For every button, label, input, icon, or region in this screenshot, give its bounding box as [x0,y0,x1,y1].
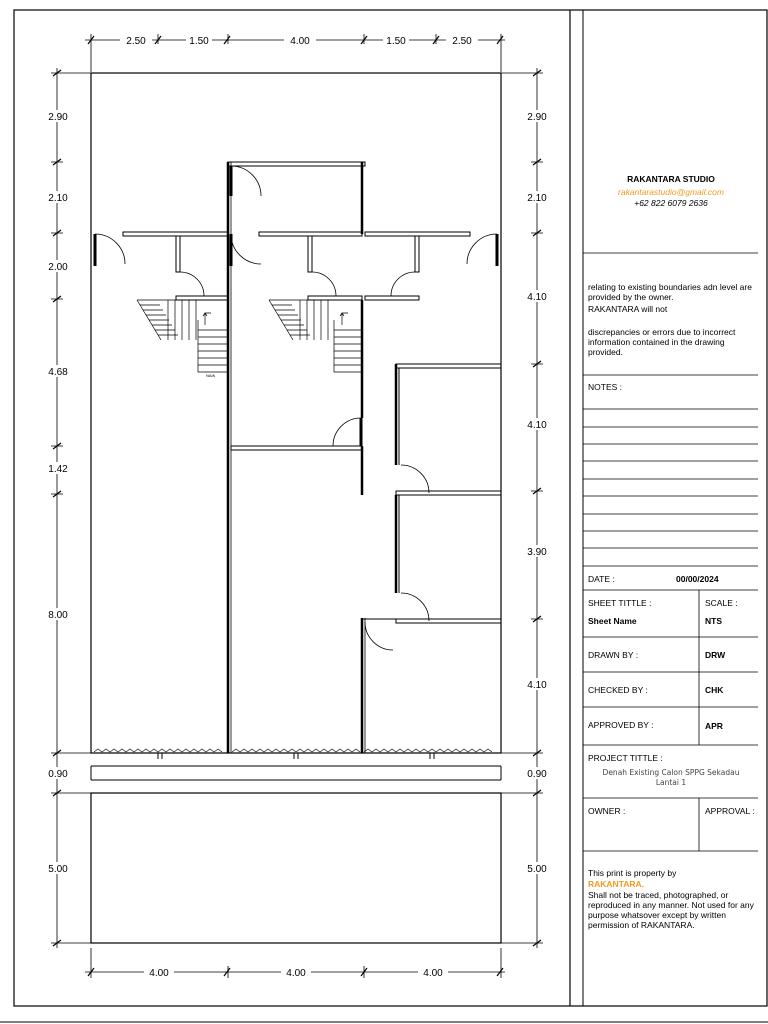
approval-label: APPROVAL : [705,806,755,816]
dim-right-6: 4.10 [527,680,547,691]
dim-left-3: 2.00 [48,262,68,273]
disclaimer-text-2: RAKANTARA will not [588,304,668,314]
sheet-title-label: SHEET TITTLE : [588,598,652,608]
stair-label: NAIK [206,373,216,378]
dim-bottom-3: 4.00 [423,968,443,979]
drawn-by-label: DRAWN BY : [588,650,639,660]
dim-right-4: 4.10 [527,420,547,431]
disclaimer-text-1: relating to existing boundaries adn level are provided by the owner. [588,282,752,302]
dim-bottom-2: 4.00 [286,968,306,979]
date-label: DATE : [588,574,615,584]
stair-right [269,300,362,372]
dim-right-2: 2.10 [527,193,547,204]
rear-room-wall [228,162,365,166]
scale-label: SCALE : [705,598,738,608]
studio-email[interactable]: rakantarastudio@gmail.com [618,187,724,197]
dim-top-4: 1.50 [386,36,406,47]
front-folding-door-3 [364,749,492,752]
dim-right-1: 2.90 [527,112,547,123]
door-swings [95,166,497,650]
notes-label: NOTES : [588,382,623,392]
property-notice-brand: RAKANTARA. [588,879,645,889]
front-folding-door-2 [232,749,360,752]
dim-left-5: 1.42 [48,464,68,475]
dim-top-1: 2.50 [126,36,146,47]
owner-label: OWNER : [588,806,626,816]
dim-top-2: 1.50 [189,36,209,47]
dim-bottom-1: 4.00 [149,968,169,979]
property-notice-1: This print is property by [588,868,677,878]
door-bolts [158,753,434,759]
dim-right-7: 0.90 [527,769,547,780]
dim-right-3: 4.10 [527,292,547,303]
dim-left-6: 8.00 [48,610,68,621]
dim-top-3: 4.00 [290,36,310,47]
dim-left-7: 0.90 [48,769,68,780]
disclaimer-text-3: discrepancies or errors due to incorrect information contained in the drawing provided. [588,327,736,357]
dim-right-8: 5.00 [527,864,547,875]
dimension-labels-bottom [144,966,448,979]
project-title-label: PROJECT TITTLE : [588,753,663,763]
studio-name: RAKANTARA STUDIO [627,174,715,184]
dim-left-1: 2.90 [48,112,68,123]
dimension-labels-top [120,34,478,47]
dimension-lines [51,34,543,978]
dim-right-5: 3.90 [527,547,547,558]
studio-phone: +62 822 6079 2636 [634,198,708,208]
scale-value: NTS [705,616,722,626]
sheet-title-value: Sheet Name [588,616,637,626]
dim-left-2: 2.10 [48,193,68,204]
stair-left [137,300,228,372]
front-yard [91,793,501,943]
project-title-value-2: Lantai 1 [655,778,687,787]
right-rooms [362,364,501,623]
front-folding-door-1 [94,749,222,752]
approved-by-value: APR [705,721,723,731]
sheet-border [14,10,767,1006]
floor-plan [91,73,501,943]
project-title-value-1: Denah Existing Calon SPPG Sekadau [602,768,740,777]
checked-by-value: CHK [705,685,724,695]
property-notice-2: Shall not be traced, photographed, or reproduced in any manner. Not used for any purpose whatsover except by written permission of RAKANTARA. [588,890,754,930]
approved-by-label: APPROVED BY : [588,720,654,730]
dim-left-4: 4.68 [48,367,68,378]
checked-by-label: CHECKED BY : [588,685,648,695]
dim-left-8: 5.00 [48,864,68,875]
dim-top-5: 2.50 [452,36,472,47]
date-value: 00/00/2024 [676,574,719,584]
drawn-by-value: DRW [705,650,726,660]
building-outline [91,73,501,753]
